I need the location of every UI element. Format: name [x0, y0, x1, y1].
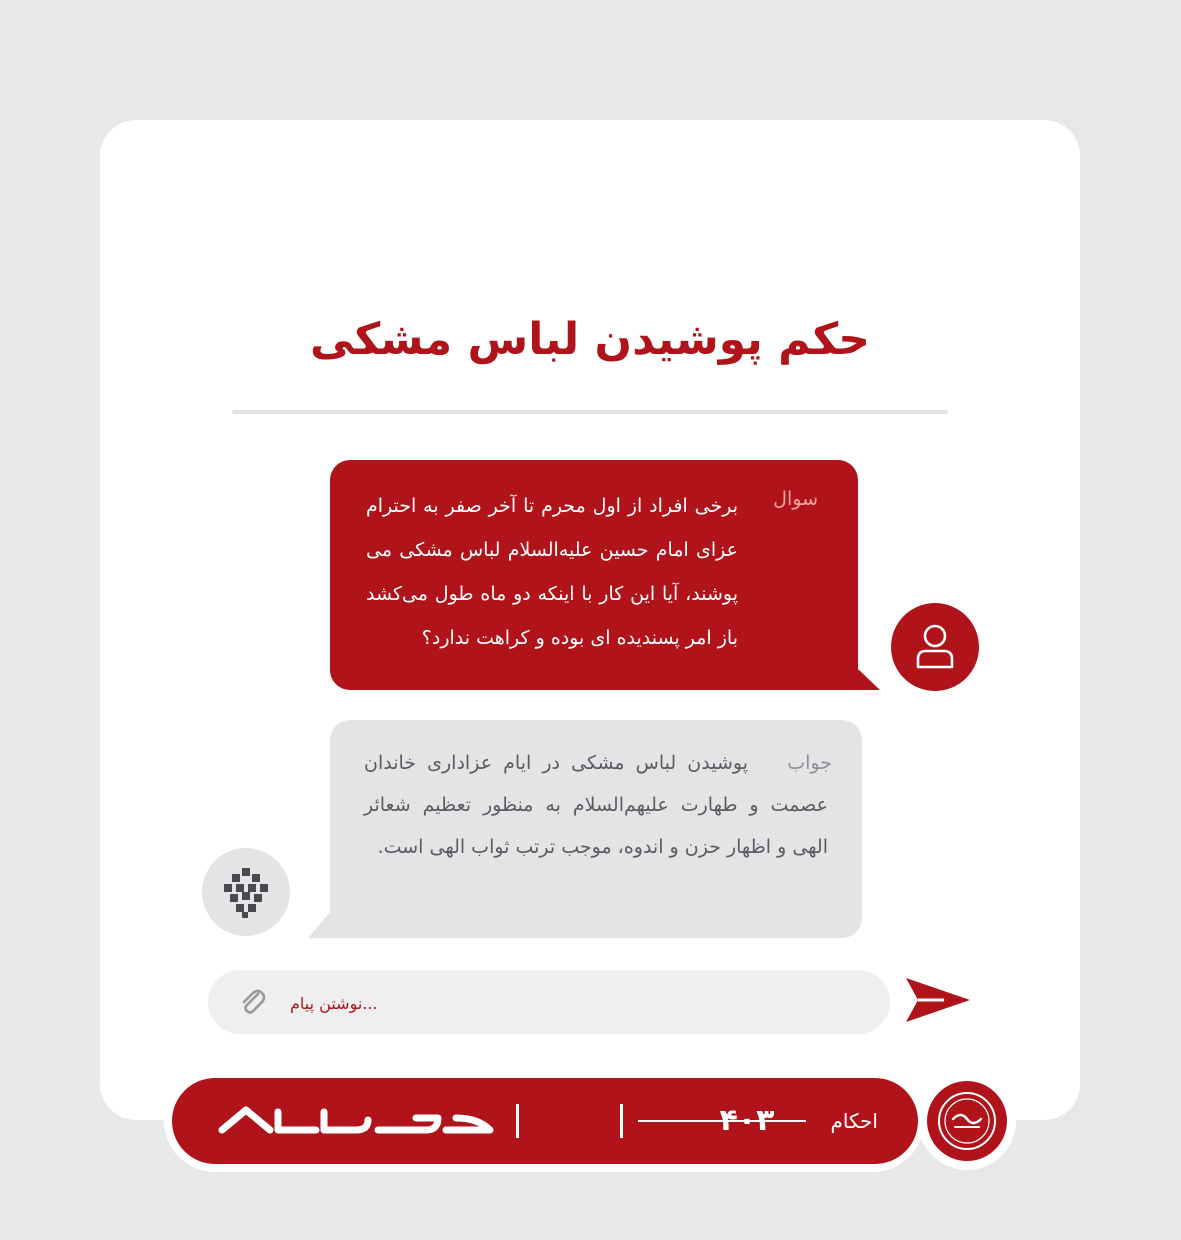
answer-bubble — [330, 720, 862, 938]
paperclip-icon[interactable] — [238, 986, 266, 1020]
brand-logo-icon — [216, 1100, 496, 1146]
user-avatar — [891, 603, 979, 691]
answer-text: پوشیدن لباس مشکی در ایام عزاداری خاندان عصمت و طهارت علیهم‌السلام به منظور تعظیم شعائر الهی و اظهار حزن و اندوه، موجب ترتب ثواب الهی است. — [364, 752, 828, 858]
question-tag: سوال — [773, 488, 818, 510]
answer-tag: جواب — [787, 752, 832, 774]
footer-separator — [516, 1104, 519, 1138]
page-title: حکم پوشیدن لباس مشکی — [310, 314, 870, 365]
message-composer — [208, 970, 890, 1034]
footer-separator — [620, 1104, 623, 1138]
footer-number: ۴۰۳ — [719, 1103, 775, 1138]
bot-avatar — [202, 848, 290, 936]
send-icon[interactable] — [904, 972, 972, 1032]
footer-bar — [172, 1078, 918, 1164]
answer-bubble-tail — [308, 896, 344, 938]
footer-category: احکام — [830, 1109, 878, 1133]
message-input[interactable] — [288, 970, 860, 1036]
logo-pattern-icon — [218, 864, 274, 920]
question-text: برخی افراد از اول محرم تا آخر صفر به احترام عزای امام حسین علیه‌السلام لباس مشکی می پوشند، آیا این کار با اینکه دو ماه طول می‌کشد باز امر پسندیده ای بوده و کراهت ندارد؟ — [366, 495, 738, 649]
title-divider — [232, 410, 948, 414]
seal-logo-icon — [927, 1081, 1007, 1161]
user-icon — [915, 623, 955, 669]
question-bubble-tail — [836, 648, 880, 690]
question-bubble — [330, 460, 858, 690]
